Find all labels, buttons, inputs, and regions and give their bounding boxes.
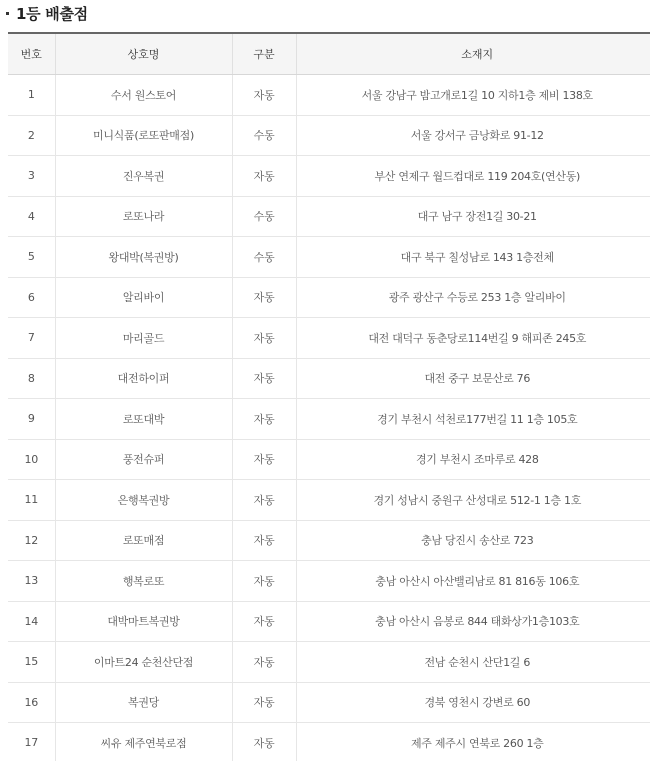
cell-address: 전남 순천시 산단1길 6 [296, 642, 650, 683]
table-row [8, 723, 650, 761]
cell-store-name: 진우복권 [55, 156, 232, 197]
section-header [0, 0, 88, 26]
table-row [8, 642, 650, 683]
table-row [8, 196, 650, 237]
cell-number: 14 [8, 601, 55, 642]
table-body [8, 75, 650, 761]
table-row [8, 358, 650, 399]
cell-store-name: 씨유 제주연북로점 [55, 723, 232, 761]
cell-type: 자동 [232, 601, 296, 642]
cell-store-name: 은행복권방 [55, 480, 232, 521]
cell-number: 1 [8, 75, 55, 116]
cell-type: 자동 [232, 682, 296, 723]
column-header-type: 구분 [232, 33, 296, 75]
winning-stores-table-container [8, 32, 650, 761]
table-row [8, 399, 650, 440]
table-row [8, 318, 650, 359]
cell-number: 6 [8, 277, 55, 318]
cell-number: 9 [8, 399, 55, 440]
cell-store-name: 행복로또 [55, 561, 232, 602]
cell-number: 11 [8, 480, 55, 521]
cell-store-name: 풍전슈퍼 [55, 439, 232, 480]
cell-type: 자동 [232, 642, 296, 683]
winning-stores-table [8, 32, 650, 761]
cell-store-name: 마리골드 [55, 318, 232, 359]
table-row [8, 277, 650, 318]
column-header-store-name: 상호명 [55, 33, 232, 75]
cell-store-name: 대박마트복권방 [55, 601, 232, 642]
cell-number: 3 [8, 156, 55, 197]
table-header-row [8, 33, 650, 75]
table-row [8, 480, 650, 521]
cell-type: 자동 [232, 75, 296, 116]
table-row [8, 75, 650, 116]
cell-address: 제주 제주시 연북로 260 1층 [296, 723, 650, 761]
cell-number: 16 [8, 682, 55, 723]
cell-address: 대전 대덕구 동춘당로114번길 9 해피존 245호 [296, 318, 650, 359]
cell-store-name: 알리바이 [55, 277, 232, 318]
cell-store-name: 왕대박(복권방) [55, 237, 232, 278]
cell-address: 충남 당진시 송산로 723 [296, 520, 650, 561]
cell-number: 5 [8, 237, 55, 278]
cell-number: 12 [8, 520, 55, 561]
cell-address: 충남 아산시 아산밸리남로 81 816동 106호 [296, 561, 650, 602]
column-header-number: 번호 [8, 33, 55, 75]
table-row [8, 156, 650, 197]
cell-type: 자동 [232, 277, 296, 318]
cell-address: 경기 성남시 중원구 산성대로 512-1 1층 1호 [296, 480, 650, 521]
cell-type: 자동 [232, 723, 296, 761]
table-row [8, 520, 650, 561]
cell-type: 자동 [232, 156, 296, 197]
cell-number: 4 [8, 196, 55, 237]
cell-address: 광주 광산구 수등로 253 1층 알리바이 [296, 277, 650, 318]
table-row [8, 561, 650, 602]
cell-type: 자동 [232, 358, 296, 399]
cell-number: 15 [8, 642, 55, 683]
cell-number: 17 [8, 723, 55, 761]
cell-number: 10 [8, 439, 55, 480]
cell-address: 서울 강남구 밤고개로1길 10 지하1층 제비 138호 [296, 75, 650, 116]
cell-store-name: 로또대박 [55, 399, 232, 440]
table-header [8, 33, 650, 75]
table-row [8, 439, 650, 480]
cell-type: 자동 [232, 520, 296, 561]
cell-store-name: 미니식품(로또판매점) [55, 115, 232, 156]
cell-address: 충남 아산시 음봉로 844 태화상가1층103호 [296, 601, 650, 642]
cell-number: 7 [8, 318, 55, 359]
cell-address: 부산 연제구 월드컵대로 119 204호(연산동) [296, 156, 650, 197]
cell-address: 대전 중구 보문산로 76 [296, 358, 650, 399]
table-row [8, 237, 650, 278]
cell-type: 자동 [232, 439, 296, 480]
cell-store-name: 로또나라 [55, 196, 232, 237]
table-row [8, 601, 650, 642]
table-row [8, 115, 650, 156]
cell-address: 경북 영천시 강변로 60 [296, 682, 650, 723]
table-row [8, 682, 650, 723]
cell-store-name: 대전하이퍼 [55, 358, 232, 399]
cell-number: 8 [8, 358, 55, 399]
cell-address: 대구 남구 장전1길 30-21 [296, 196, 650, 237]
cell-type: 자동 [232, 561, 296, 602]
cell-type: 수동 [232, 115, 296, 156]
cell-address: 경기 부천시 석천로177번길 11 1층 105호 [296, 399, 650, 440]
cell-store-name: 수서 원스토어 [55, 75, 232, 116]
cell-type: 자동 [232, 480, 296, 521]
column-header-address: 소재지 [296, 33, 650, 75]
cell-type: 자동 [232, 318, 296, 359]
cell-address: 경기 부천시 조마루로 428 [296, 439, 650, 480]
cell-address: 대구 북구 칠성남로 143 1층전체 [296, 237, 650, 278]
cell-address: 서울 강서구 금낭화로 91-12 [296, 115, 650, 156]
bullet-icon [6, 12, 9, 15]
cell-type: 자동 [232, 399, 296, 440]
cell-type: 수동 [232, 237, 296, 278]
cell-store-name: 이마트24 순천산단점 [55, 642, 232, 683]
cell-store-name: 로또매점 [55, 520, 232, 561]
cell-number: 13 [8, 561, 55, 602]
cell-number: 2 [8, 115, 55, 156]
section-title: 1등 배출점 [16, 4, 88, 23]
cell-store-name: 복권당 [55, 682, 232, 723]
cell-type: 수동 [232, 196, 296, 237]
